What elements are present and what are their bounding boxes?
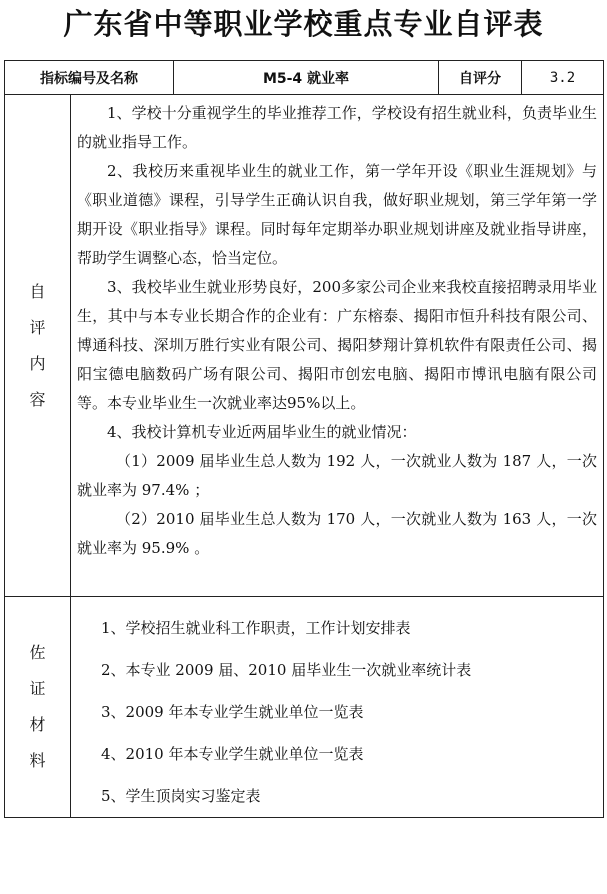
evidence-item: 4、2010 年本专业学生就业单位一览表 — [101, 745, 364, 763]
evidence-label — [5, 597, 71, 818]
paragraph: 3、我校毕业生就业形势良好，200多家公司企业来我校直接招聘录用毕业生，其中与本专业长期合作的企业有：广东榕泰、揭阳市恒升科技有限公司、博通科技、深圳万胜行实业有限公司、揭阳梦翔计算机软件有限责任公司、揭阳宝德电脑数码广场有限公司、揭阳市创宏电脑、揭阳市博讯电脑有限公司等。本专业毕业生一次就业率达95%以上。 — [77, 278, 597, 412]
self-evaluation-row — [5, 95, 604, 597]
evidence-item: 2、本专业 2009 届、2010 届毕业生一次就业率统计表 — [101, 661, 472, 679]
paragraph: （1）2009 届毕业生总人数为 192 人，一次就业人数为 187 人，一次就业率为 97.4% ； — [77, 452, 597, 499]
side-label-char: 内 — [29, 353, 46, 373]
score-value: 3.2 — [522, 61, 604, 95]
evidence-item: 5、学生顶岗实习鉴定表 — [101, 787, 261, 805]
evidence-item: 1、学校招生就业科工作职责，工作计划安排表 — [101, 619, 411, 637]
side-label-char: 自 — [29, 281, 46, 301]
side-label-char: 容 — [29, 389, 46, 409]
score-label: 自评分 — [439, 61, 522, 95]
indicator-value: M5-4 就业率 — [174, 61, 439, 95]
paragraph: 2、我校历来重视毕业生的就业工作，第一学年开设《职业生涯规划》与《职业道德》课程，引导学生正确认识自我，做好职业规划，第三学年第一学期开设《职业指导》课程。同时每年定期举办职业规划讲座及就业指导讲座，帮助学生调整心态，恰当定位。 — [77, 162, 597, 267]
side-label-char: 证 — [29, 679, 46, 698]
self-evaluation-label — [5, 95, 71, 597]
side-label-char: 料 — [29, 751, 46, 770]
paragraph: （2）2010 届毕业生总人数为 170 人，一次就业人数为 163 人，一次就业率为 95.9% 。 — [77, 510, 597, 557]
side-label-char: 评 — [29, 317, 46, 337]
evidence-list — [71, 597, 604, 818]
side-label-char: 材 — [29, 715, 46, 734]
evidence-row — [5, 597, 604, 818]
self-evaluation-form — [4, 60, 604, 818]
indicator-label: 指标编号及名称 — [5, 61, 174, 95]
evidence-item: 3、2009 年本专业学生就业单位一览表 — [101, 703, 364, 721]
header-row — [5, 61, 604, 95]
paragraph: 1、学校十分重视学生的毕业推荐工作，学校设有招生就业科，负责毕业生的就业指导工作。 — [77, 104, 597, 151]
paragraph: 4、我校计算机专业近两届毕业生的就业情况： — [107, 423, 417, 441]
document-title: 广东省中等职业学校重点专业自评表 — [63, 7, 544, 41]
self-evaluation-content — [71, 95, 604, 597]
side-label-char: 佐 — [29, 643, 46, 662]
